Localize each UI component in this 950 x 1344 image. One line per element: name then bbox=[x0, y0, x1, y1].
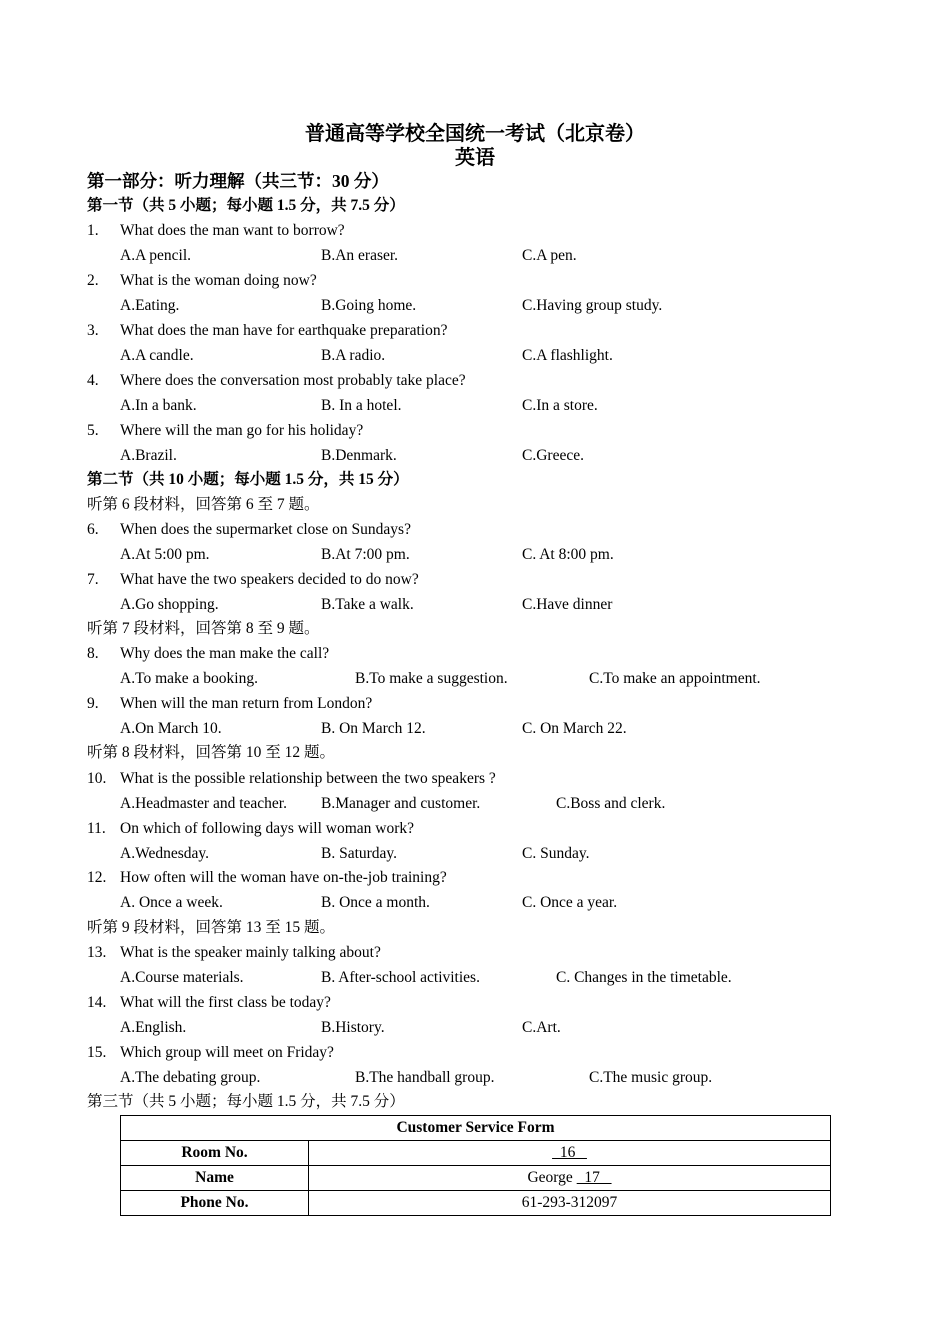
option-b: B.The handball group. bbox=[355, 1069, 495, 1086]
name-blank: 17 bbox=[576, 1169, 612, 1186]
option-a: A.At 5:00 pm. bbox=[120, 546, 210, 563]
question-text: Where does the conversation most probably take place? bbox=[120, 372, 466, 389]
room-label: Room No. bbox=[121, 1141, 309, 1166]
option-b: B.Take a walk. bbox=[321, 596, 414, 613]
question-number: 9. bbox=[87, 695, 99, 712]
option-a: A.Go shopping. bbox=[120, 596, 219, 613]
question-number: 12. bbox=[87, 869, 107, 886]
form-title: Customer Service Form bbox=[121, 1116, 831, 1141]
option-b: B.A radio. bbox=[321, 347, 386, 364]
exam-subject: 英语 bbox=[455, 147, 495, 169]
phone-label: Phone No. bbox=[121, 1191, 309, 1216]
section2-heading: 第二节（共 10 小题；每小题 1.5 分，共 15 分） bbox=[87, 471, 409, 488]
option-b: B. Once a month. bbox=[321, 894, 430, 911]
name-label: Name bbox=[121, 1166, 309, 1191]
option-a: A.Headmaster and teacher. bbox=[120, 795, 287, 812]
question-number: 4. bbox=[87, 372, 99, 389]
option-a: A.To make a booking. bbox=[120, 670, 258, 687]
question-number: 7. bbox=[87, 571, 99, 588]
option-a: A.The debating group. bbox=[120, 1069, 261, 1086]
question-text: Where will the man go for his holiday? bbox=[120, 422, 364, 439]
option-a: A. Once a week. bbox=[120, 894, 223, 911]
question-text: On which of following days will woman work? bbox=[120, 820, 415, 837]
option-a: A.A pencil. bbox=[120, 247, 192, 264]
option-c: C. Once a year. bbox=[522, 894, 618, 911]
option-b: B. On March 12. bbox=[321, 720, 426, 737]
name-prefix: George bbox=[527, 1169, 577, 1186]
option-b: B. In a hotel. bbox=[321, 397, 402, 414]
question-text: What have the two speakers decided to do now? bbox=[120, 571, 419, 588]
question-text: How often will the woman have on-the-job training? bbox=[120, 869, 447, 886]
question-text: Which group will meet on Friday? bbox=[120, 1044, 334, 1061]
option-c: C.A flashlight. bbox=[522, 347, 613, 364]
question-number: 15. bbox=[87, 1044, 107, 1061]
question-text: What will the first class be today? bbox=[120, 994, 331, 1011]
option-a: A.Wednesday. bbox=[120, 845, 209, 862]
question-number: 13. bbox=[87, 944, 107, 961]
option-a: A.Course materials. bbox=[120, 969, 244, 986]
room-blank: 16 bbox=[552, 1144, 587, 1161]
instruction-material-7: 听第 7 段材料，回答第 8 至 9 题。 bbox=[87, 620, 320, 637]
option-c: C.To make an appointment. bbox=[589, 670, 761, 687]
question-text: What is the speaker mainly talking about? bbox=[120, 944, 381, 961]
option-c: C.In a store. bbox=[522, 397, 598, 414]
option-a: A.Brazil. bbox=[120, 447, 177, 464]
question-text: What does the man want to borrow? bbox=[120, 222, 345, 239]
phone-value: 61-293-312097 bbox=[309, 1191, 831, 1216]
option-c: C.Boss and clerk. bbox=[556, 795, 666, 812]
question-number: 14. bbox=[87, 994, 107, 1011]
question-number: 1. bbox=[87, 222, 99, 239]
question-text: What does the man have for earthquake preparation? bbox=[120, 322, 448, 339]
question-number: 3. bbox=[87, 322, 99, 339]
option-c: C. Changes in the timetable. bbox=[556, 969, 732, 986]
part1-heading: 第一部分：听力理解（共三节：30 分） bbox=[87, 171, 389, 191]
question-text: When does the supermarket close on Sundays? bbox=[120, 521, 411, 538]
question-number: 2. bbox=[87, 272, 99, 289]
section1-heading: 第一节（共 5 小题；每小题 1.5 分，共 7.5 分） bbox=[87, 197, 405, 214]
option-b: B.History. bbox=[321, 1019, 385, 1036]
customer-service-form bbox=[120, 1115, 831, 1216]
option-c: C. At 8:00 pm. bbox=[522, 546, 614, 563]
option-b: B. Saturday. bbox=[321, 845, 398, 862]
instruction-material-8: 听第 8 段材料，回答第 10 至 12 题。 bbox=[87, 744, 336, 761]
option-c: C.A pen. bbox=[522, 247, 577, 264]
option-b: B.Going home. bbox=[321, 297, 417, 314]
exam-title: 普通高等学校全国统一考试（北京卷） bbox=[305, 123, 645, 145]
section3-heading: 第三节（共 5 小题；每小题 1.5 分，共 7.5 分） bbox=[87, 1093, 405, 1110]
question-text: What is the woman doing now? bbox=[120, 272, 317, 289]
option-a: A.A candle. bbox=[120, 347, 194, 364]
question-text: What is the possible relationship between the two speakers ? bbox=[120, 770, 496, 787]
question-number: 6. bbox=[87, 521, 99, 538]
option-b: B. After-school activities. bbox=[321, 969, 480, 986]
question-number: 5. bbox=[87, 422, 99, 439]
option-a: A.On March 10. bbox=[120, 720, 222, 737]
option-b: B.An eraser. bbox=[321, 247, 399, 264]
option-c: C.The music group. bbox=[589, 1069, 713, 1086]
option-b: B.To make a suggestion. bbox=[355, 670, 508, 687]
room-cell bbox=[309, 1141, 831, 1166]
instruction-material-9: 听第 9 段材料，回答第 13 至 15 题。 bbox=[87, 919, 336, 936]
question-number: 10. bbox=[87, 770, 107, 787]
name-cell bbox=[309, 1166, 831, 1191]
option-a: A.Eating. bbox=[120, 297, 180, 314]
option-c: C.Having group study. bbox=[522, 297, 663, 314]
option-c: C.Greece. bbox=[522, 447, 584, 464]
option-b: B.At 7:00 pm. bbox=[321, 546, 410, 563]
question-text: When will the man return from London? bbox=[120, 695, 373, 712]
option-a: A.English. bbox=[120, 1019, 187, 1036]
option-c: C. Sunday. bbox=[522, 845, 590, 862]
question-text: Why does the man make the call? bbox=[120, 645, 330, 662]
question-number: 11. bbox=[87, 820, 106, 837]
option-a: A.In a bank. bbox=[120, 397, 197, 414]
option-c: C.Art. bbox=[522, 1019, 561, 1036]
option-b: B.Manager and customer. bbox=[321, 795, 481, 812]
option-c: C.Have dinner bbox=[522, 596, 613, 613]
option-c: C. On March 22. bbox=[522, 720, 627, 737]
instruction-material-6: 听第 6 段材料，回答第 6 至 7 题。 bbox=[87, 496, 320, 513]
option-b: B.Denmark. bbox=[321, 447, 397, 464]
question-number: 8. bbox=[87, 645, 99, 662]
